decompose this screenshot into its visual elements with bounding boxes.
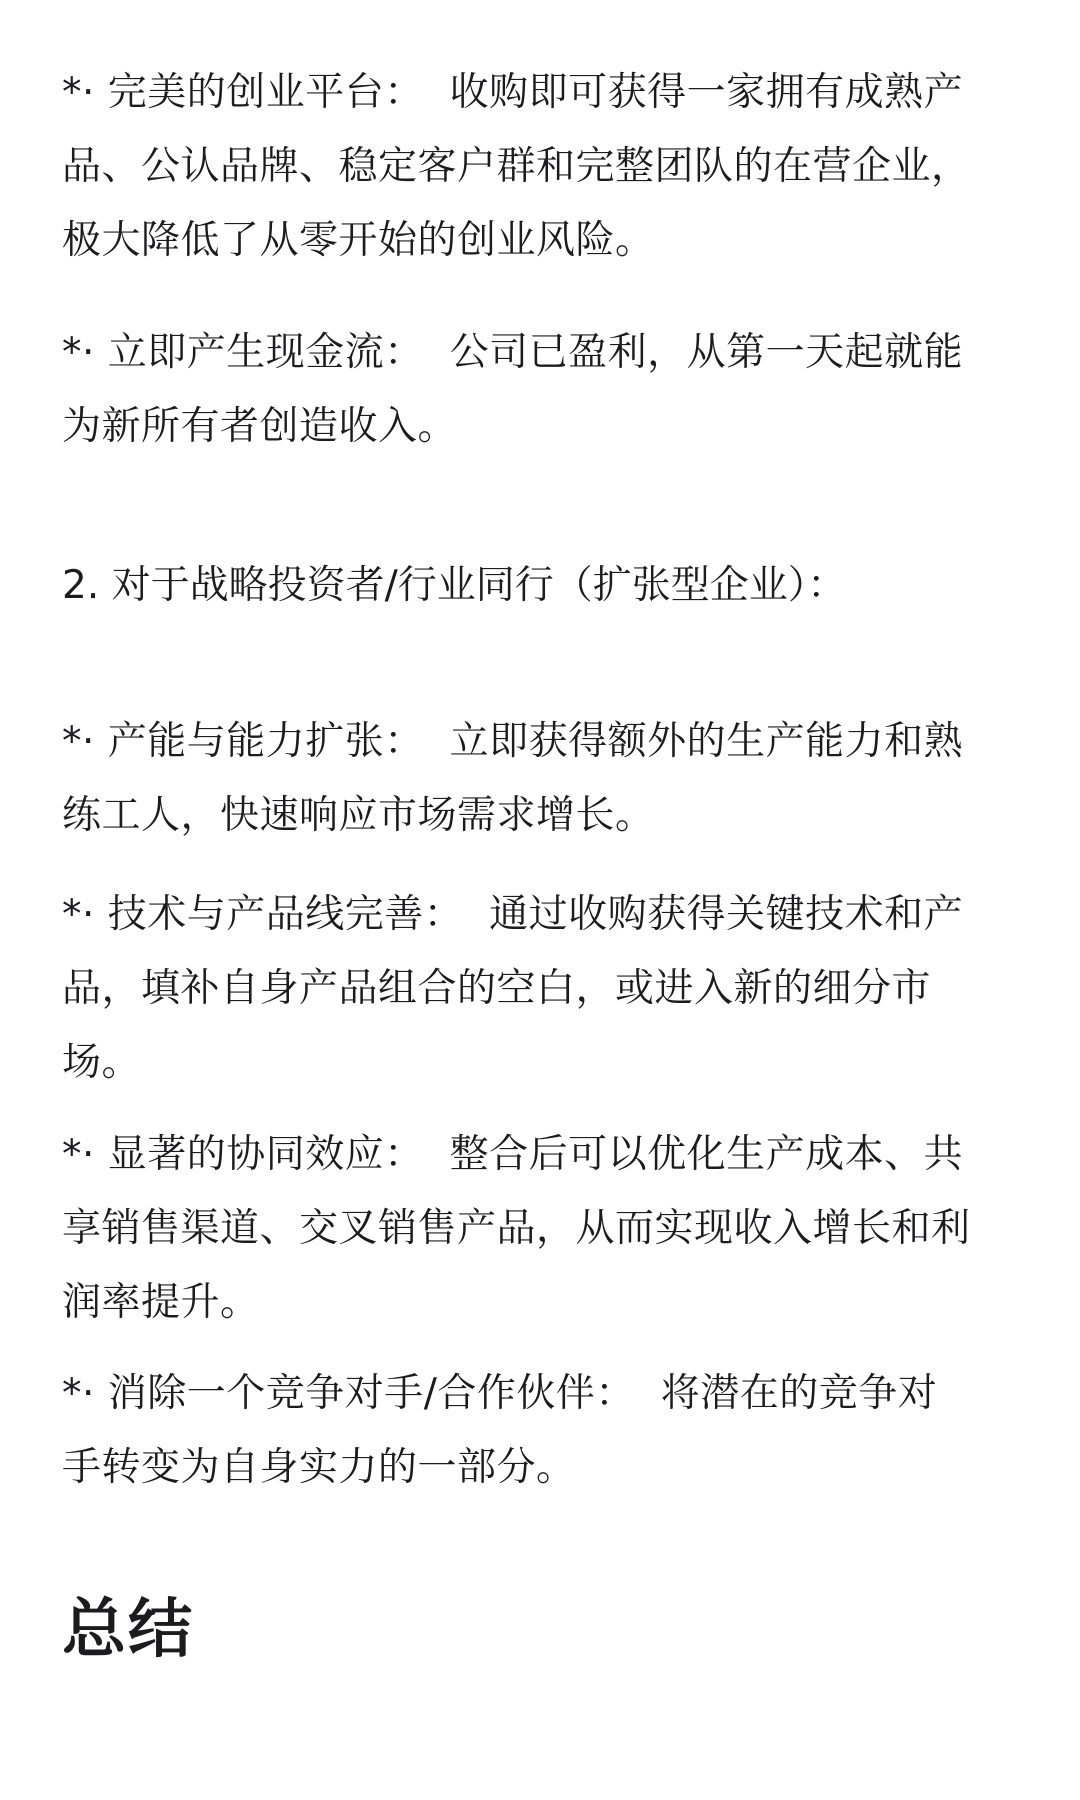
text-line: *· 技术与产品线完善： 通过收购获得关键技术和产 xyxy=(62,892,964,937)
bullet-item xyxy=(62,705,1030,853)
text-line: *· 完美的创业平台： 收购即可获得一家拥有成熟产 xyxy=(62,70,964,115)
bullet-item xyxy=(62,1118,1030,1340)
text-line: 场。 xyxy=(62,1040,142,1085)
text-line: 品，填补自身产品组合的空白，或进入新的细分市 xyxy=(62,966,932,1011)
text-line: 品、公认品牌、稳定客户群和完整团队的在营企业， xyxy=(62,144,971,189)
text-line: 润率提升。 xyxy=(62,1280,260,1325)
bullet-item xyxy=(62,316,1030,464)
bullet-item xyxy=(62,878,1030,1100)
section-heading: 2. 对于战略投资者/行业同行（扩张型企业）： xyxy=(62,563,847,608)
text-line: *· 立即产生现金流： 公司已盈利，从第一天起就能 xyxy=(62,330,964,375)
bullet-item xyxy=(62,56,1030,278)
summary-heading: 总结 xyxy=(62,1593,194,1667)
text-line: *· 显著的协同效应： 整合后可以优化生产成本、共 xyxy=(62,1132,964,1177)
text-line: 享销售渠道、交叉销售产品，从而实现收入增长和利 xyxy=(62,1206,971,1251)
text-line: 极大降低了从零开始的创业风险。 xyxy=(62,218,655,263)
text-line: 为新所有者创造收入。 xyxy=(62,404,458,449)
text-line: *· 消除一个竞争对手/合作伙伴： 将潜在的竞争对 xyxy=(62,1371,938,1416)
bullet-item xyxy=(62,1357,1030,1505)
text-line: *· 产能与能力扩张： 立即获得额外的生产能力和熟 xyxy=(62,719,964,764)
text-line: 手转变为自身实力的一部分。 xyxy=(62,1445,576,1490)
text-line: 练工人，快速响应市场需求增长。 xyxy=(62,793,655,838)
